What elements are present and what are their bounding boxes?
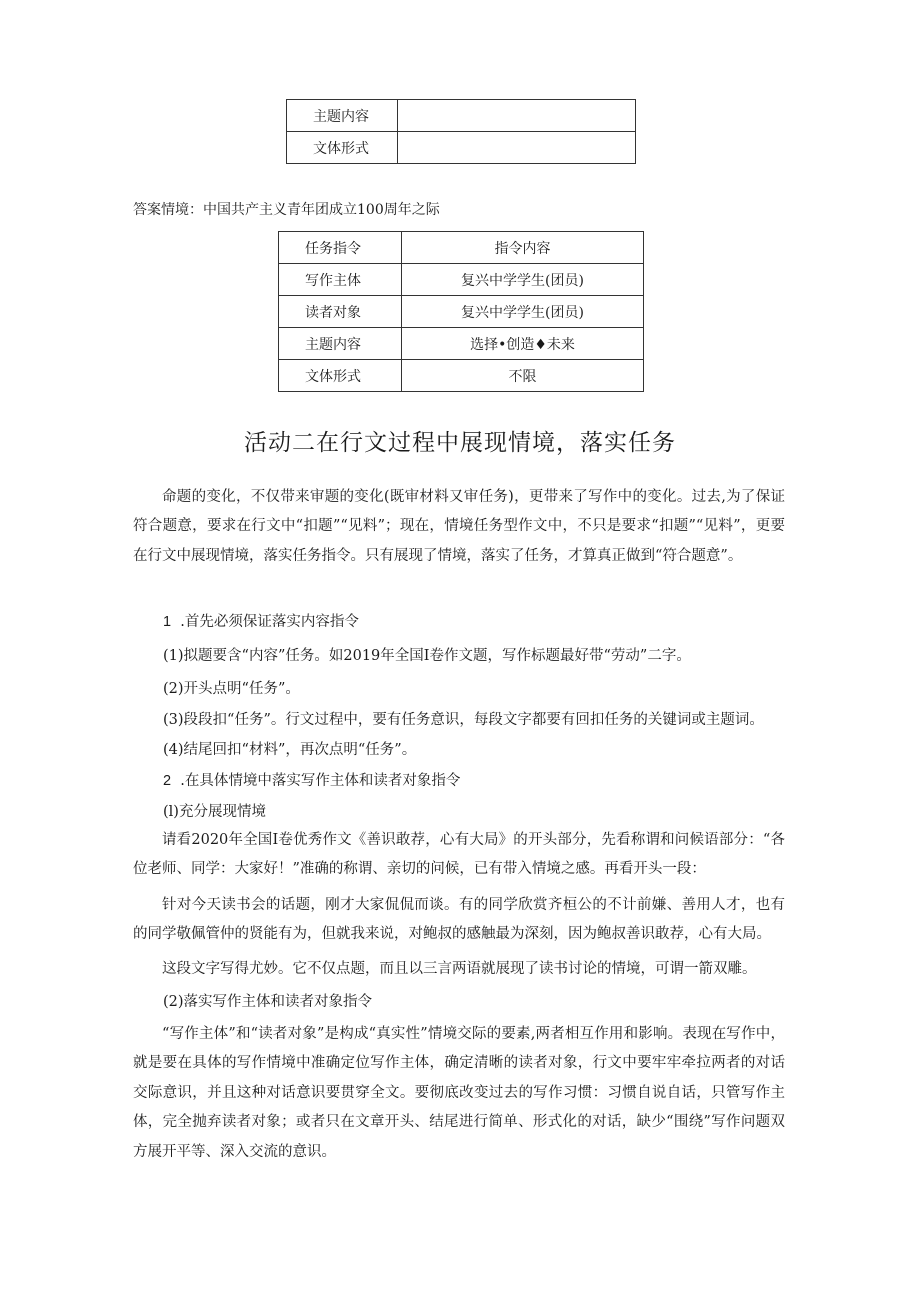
- list-item: (4)结尾回扣“材料”，再次点明“任务”。: [163, 742, 417, 758]
- section-1-number: 1: [163, 614, 172, 630]
- table-cell-label: 文体形式: [279, 360, 402, 392]
- subsection-2-title: (2)落实写作主体和读者对象指令: [163, 994, 373, 1010]
- section-1-title: [163, 610, 359, 631]
- table-header-label: 任务指令: [279, 232, 402, 264]
- table-row: [279, 296, 644, 328]
- quoted-paragraph: 针对今天读书会的话题，刚才大家侃侃而谈。有的同学欣赏齐桓公的不计前嫌、善用人才，也有的同学敬佩管仲的贤能有为，但就我来说，对鲍叔的感触最为深刻，因为鲍叔善识敢荐，心有大局。: [133, 897, 785, 943]
- table-cell-value: 复兴中学学生(团员): [402, 296, 644, 328]
- task-table-top: [286, 99, 636, 164]
- table-row: [279, 328, 644, 360]
- table-cell-value: [398, 100, 636, 132]
- section-2-number: 2: [163, 773, 172, 789]
- final-paragraph: “写作主体”和“读者对象”是构成“真实性”情境交际的要素,两者相互作用和影响。表现在写作中，就是要在具体的写作情境中准确定位写作主体，确定清晰的读者对象，行文中要牢牢牵拉两者的对话交际意识，并且这种对话意识要贯穿全文。要彻底改变过去的写作习惯：习惯自说自话，只管写作主体，完全抛弃读者对象；或者只在文章开头、结尾进行简单、形式化的对话，缺少“围绕”写作问题双方展开平等、深入交流的意识。: [133, 1026, 785, 1160]
- example-paragraph: 请看2020年全国I卷优秀作文《善识敢荐，心有大局》的开头部分，先看称谓和问候语部分：“各位老师、同学：大家好！”准确的称谓、亲切的问候，已有带入情境之感。再看开头一段：: [133, 832, 785, 878]
- table-cell-value: 选择•创造♦未来: [402, 328, 644, 360]
- table-header-row: [279, 232, 644, 264]
- table-cell-label: 文体形式: [287, 132, 398, 164]
- list-item: (1)拟题要含“内容”任务。如2019年全国I卷作文题，写作标题最好带“劳动”二字。: [163, 648, 691, 664]
- table-cell-value: 复兴中学学生(团员): [402, 264, 644, 296]
- subsection-1-title: (l)充分展现情境: [163, 804, 266, 820]
- table-cell-label: 主题内容: [287, 100, 398, 132]
- table-header-value: 指令内容: [402, 232, 644, 264]
- section-heading: 活动二在行文过程中展现情境，落实任务: [244, 430, 676, 456]
- table-cell-value: [398, 132, 636, 164]
- comment-paragraph: 这段文字写得尤妙。它不仅点题，而且以三言两语就展现了读书讨论的情境，可谓一箭双雕。: [162, 961, 757, 977]
- table-row: [279, 360, 644, 392]
- section-2-text: .在具体情境中落实写作主体和读者对象指令: [180, 773, 461, 789]
- table-cell-value: 不限: [402, 360, 644, 392]
- table-row: [279, 264, 644, 296]
- list-item: (3)段段扣“任务”。行文过程中，要有任务意识，每段文字都要有回扣任务的关键词或主题词。: [163, 712, 764, 728]
- list-item: (2)开头点明“任务”。: [163, 681, 300, 697]
- table-row: [287, 132, 636, 164]
- table-cell-label: 读者对象: [279, 296, 402, 328]
- section-2-title: [163, 769, 460, 790]
- answer-table: [278, 231, 644, 392]
- section-1-text: .首先必须保证落实内容指令: [180, 614, 359, 630]
- answer-line: 答案情境：中国共产主义青年团成立100周年之际: [133, 202, 440, 218]
- table-row: [287, 100, 636, 132]
- table-cell-label: 写作主体: [279, 264, 402, 296]
- intro-paragraph: 命题的变化，不仅带来审题的变化(既审材料又审任务)，更带来了写作中的变化。过去,为了保证符合题意，要求在行文中“扣题”“见料”；现在，情境任务型作文中，不只是要求“扣题”“见料”，更要在行文中展现情境，落实任务指令。只有展现了情境，落实了任务，才算真正做到“符合题意”。: [133, 489, 785, 564]
- table-cell-label: 主题内容: [279, 328, 402, 360]
